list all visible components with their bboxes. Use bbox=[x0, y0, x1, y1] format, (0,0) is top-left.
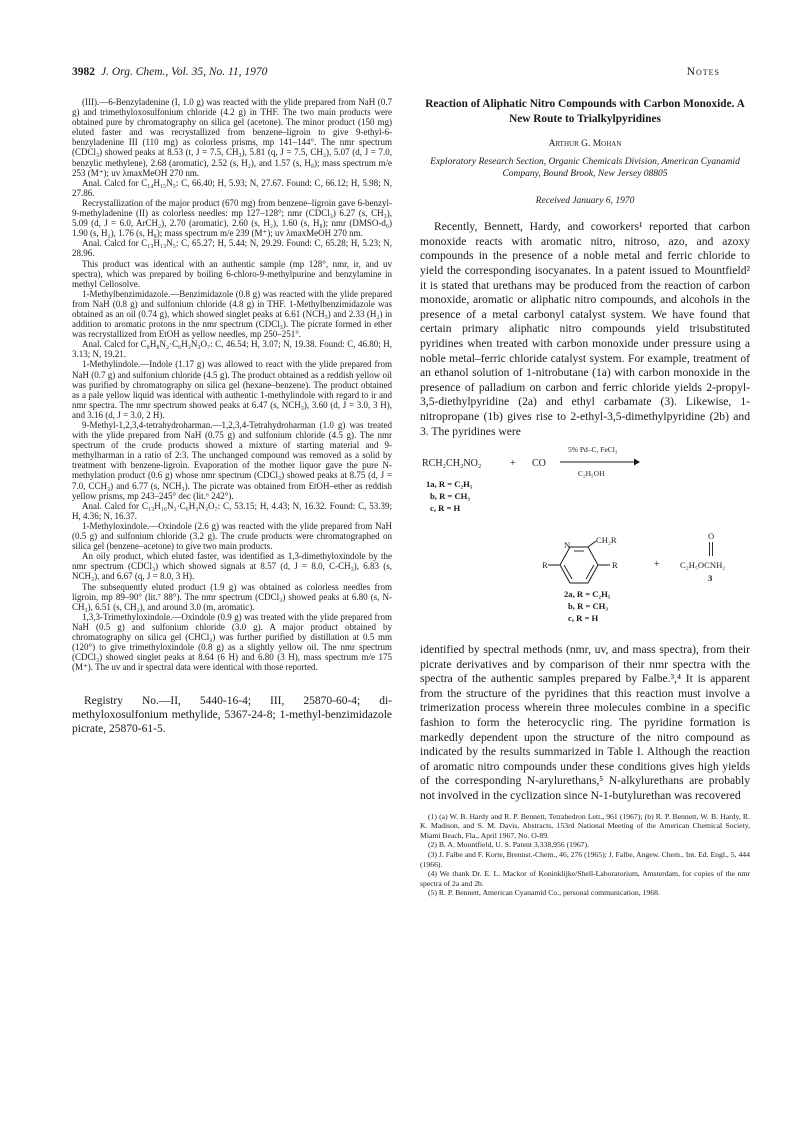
section-name: Notes bbox=[686, 66, 720, 78]
left-paragraph: Anal. Calcd for C₁₃H₁₃N₅: C, 65.27; H, 5.44; N, 29.29. Found: C, 65.28; H, 5.23; N, 28.96. bbox=[72, 238, 392, 259]
received-date: Received January 6, 1970 bbox=[535, 196, 635, 207]
left-paragraph: (III).—6-Benzyladenine (I, 1.0 g) was reacted with the ylide prepared from NaH (0.7 g) and trimethyloxosulfonium chloride (4.2 g) in THF. The two main products were obtained pure by chromatography on silica gel (acetone). The minor product (150 mg) eluted faster and was recrystallized from benzene–ligroin to give 9-ethyl-6-benzyladenine III (110 mg) as colorless prisms, mp 141–144°. The nmr spectrum (CDCl₃) showed peaks at 8.53 (t, J = 7.5, CH₃), 5.81 (q, J = 7.5, CH₂), 5.07 (d, J = 7.0, benzylic methylene), 2.68 (aromatic), 2.52 (s, H₂), and 1.57 (s, H₈); mass spectrum m/e 253 (M⁺); uv λmaxMeOH 270 nm. bbox=[72, 97, 392, 178]
label-2a: 2a, R = C₂H₅ bbox=[564, 589, 611, 600]
left-paragraph: This product was identical with an authentic sample (mp 128°, nmr, ir, and uv spectra), which was prepared by boiling 6-chloro-9-methylpurine and benzylamine in methyl Cellosolve. bbox=[72, 258, 392, 289]
label-2c: c, R = H bbox=[568, 613, 599, 624]
conditions-solvent: C₂H₅OH bbox=[578, 469, 605, 479]
registry-block bbox=[72, 694, 392, 736]
left-paragraphs bbox=[72, 97, 392, 672]
left-paragraph: Anal. Calcd for C₁₃H₁₆N₂·C₆H₃N₃O₇: C, 53.15; H, 4.43; N, 16.32. Found: C, 53.39; H, 4.36; N, 16.37. bbox=[72, 500, 392, 521]
label-1a: 1a, R = C₂H₅ bbox=[426, 479, 473, 490]
footnotes bbox=[420, 812, 750, 898]
registry-numbers: Registry No.—II, 5440-16-4; III, 25870-60-4; di-methyloxosulfonium methylide, 5367-24-8; 1-methyl-benzimidazole picrate, 25870-61-5. bbox=[72, 695, 392, 736]
footnote: (3) J. Falbe and F. Korte, Brennst.-Chem., 46, 276 (1965); J. Falbe, Angew. Chem., Int. Ed. Engl., 5, 444 (1966). bbox=[420, 850, 750, 869]
carbonyl-double-bond bbox=[707, 542, 715, 558]
page-header bbox=[72, 66, 720, 80]
label-3: 3 bbox=[708, 573, 713, 584]
ring-nitrogen: N bbox=[564, 540, 571, 551]
reaction-scheme bbox=[420, 445, 750, 635]
left-paragraph: 1,3,3-Trimethyloxindole.—Oxindole (0.9 g) was treated with the ylide prepared from NaH (0.5 g) and sulfonium chloride (3.0 g). A major product obtained by chromatography on silica gel (CHCl₃) was further purified by distillation at 0.5 mm (120°) to give trimethyloxindole (0.8 g) as a slightly yellow oil. The nmr spectrum (CDCl₃) showed singlet peaks at 8.64 (6 H) and 6.80 (3 H), mass spectrum m/e 175 (M⁺). The uv and ir spectral data were identical with those reported. bbox=[72, 611, 392, 673]
reactant-formula: RCH₂CH₂NO₂ bbox=[422, 458, 482, 470]
page-number: 3982 bbox=[72, 66, 95, 78]
left-paragraph: 1-Methyloxindole.—Oxindole (2.6 g) was reacted with the ylide prepared from NaH (0.5 g) and sulfonium chloride (3.2 g). The crude products were chromatographed on silica gel (benzene–acetone) to give two main products. bbox=[72, 520, 392, 552]
left-paragraph: An oily product, which eluted faster, was identified as 1,3-dimethyloxindole by the nmr spectrum (CDCl₃) which showed signals at 8.57 (d, J = 8.0, C-CH₃), 6.83 (s, NCH₃), and 6.67 (q, J = 8.0, 3 H). bbox=[72, 551, 392, 582]
article-affiliation: Exploratory Research Section, Organic Chemicals Division, American Cyanamid Company, Bound Brook, New Jersey 08805 bbox=[430, 157, 740, 179]
footnote: (5) R. P. Bennett, American Cyanamid Co., personal communication, 1968. bbox=[428, 888, 660, 898]
footnote: (1) (a) W. B. Hardy and R. P. Bennett, Tetrahedron Lett., 961 (1967); (b) R. P. Bennett, W. B. Hardy, R. K. Madison, and S. M. Davis, Abstracts, 153rd National Meeting of the American Chemical Society, Miami Beach, Fla., April 1967, No. O-89. bbox=[420, 811, 750, 840]
header-left bbox=[72, 66, 267, 78]
left-paragraph: Anal. Calcd for C₁₄H₁₅N₅: C, 66.40; H, 5.93; N, 27.67. Found: C, 66.12; H, 5.98; N, 27.86. bbox=[72, 177, 392, 198]
left-paragraph: The subsequently eluted product (1.9 g) was obtained as colorless needles from ligroin, mp 89–90° (lit.⁷ 88°). The nmr spectrum (CDCl₃) showed peaks at 6.80 (s, N-CH₃), 6.51 (s, CH₂), and around 3.0 (m, aromatic). bbox=[72, 581, 392, 612]
reaction-arrow bbox=[560, 457, 640, 467]
body-text-top bbox=[420, 220, 750, 439]
plus-sign: + bbox=[510, 458, 516, 470]
left-paragraph: Anal. Calcd for C₈H₈N₂·C₆H₃N₃O₇: C, 46.54; H, 3.07; N, 19.38. Found: C, 46.80; H, 3.13; N, 19.21. bbox=[72, 339, 392, 360]
ethyl-carbamate: C₂H₅OCNH₂ bbox=[680, 560, 726, 571]
intro-paragraph: Recently, Bennett, Hardy, and coworkers¹ reported that carbon monoxide reacts with aromatic nitro, nitroso, azo, and azoxy compounds in the presence of a noble metal and ferric chloride to yield the corresponding isocyanates. In a patent issued to Mountfield² it is stated that urethans may be produced from the reaction of carbon monoxide, aromatic or aliphatic nitro compounds, and alcohols in the presence of a metal carbonyl catalyst system. We have found that certain primary aliphatic nitro compounds yield trisubstituted pyridines when treated with carbon monoxide under pressure using a noble metal–ferric chloride catalyst system. For example, treatment of an ethanol solution of 1-nitrobutane (1a) with carbon monoxide in the presence of palladium on carbon and ferric chloride yields 2-propyl-3,5-diethylpyridine (2a) and ethyl carbamate (3). Likewise, 1-nitropropane (1b) gives rise to 2-ethyl-3,5-dimethylpyridine (2b) and 3. The pyridines were bbox=[420, 220, 750, 438]
article-title: Reaction of Aliphatic Nitro Compounds with Carbon Monoxide. A New Route to Trialkylpyridines bbox=[425, 98, 745, 125]
r-right-substituent: R bbox=[612, 560, 618, 571]
left-paragraph: Recrystallization of the major product (670 mg) from benzene–ligroin gave 6-benzyl-9-methyladenine (II) as colorless needles: mp 127–128°; nmr (CDCl₃) 6.27 (s, CH₃), 5.09 (d, J = 6.0, ArCH₂), 2.70 (aromatic), 2.60 (s, H₂), 1.60 (s, H₈); nmr (DMSO-d₆) 1.90 (s, H₂), 1.76 (s, H₈); mass spectrum m/e 239 (M⁺); uv λmaxMeOH 270 nm. bbox=[72, 197, 392, 239]
label-2b: b, R = CH₃ bbox=[568, 601, 608, 612]
label-1c: c, R = H bbox=[430, 503, 461, 514]
body-text-bottom bbox=[420, 643, 750, 804]
left-paragraph: 1-Methylindole.—Indole (1.17 g) was allowed to react with the ylide prepared from NaH (0.7 g) and sulfonium chloride (4.5 g). The product obtained as a reddish yellow oil was purified by chromatography on silica gel (hexane–benzene). The product obtained as a pale yellow liquid was identical with authentic 1-methylindole with regard to ir and nmr spectra. The nmr spectrum showed peaks at 6.47 (s, NCH₃), 3.60 (d, J = 3.0, 3 H), and 3.16 (d, J = 3.0, 2 H). bbox=[72, 359, 392, 420]
article-author: Arthur G. Mohan bbox=[548, 139, 622, 149]
conditions-catalyst: 5% Pd–C, FeCl₃ bbox=[568, 445, 618, 455]
footnote: (4) We thank Dr. E. L. Mackor of Koninklijke/Shell-Laboratorium, Amsterdam, for copies of the nmr spectra of 2a and 2b. bbox=[420, 869, 750, 888]
carbonyl-oxygen: O bbox=[708, 531, 715, 542]
footnote: (2) B. A. Mountfield, U. S. Patent 3,338,956 (1967). bbox=[428, 840, 590, 850]
r-left-substituent: R bbox=[542, 560, 548, 571]
label-1b: b, R = CH₃ bbox=[430, 491, 470, 502]
plus-sign-2: + bbox=[654, 559, 660, 571]
journal-citation: J. Org. Chem., Vol. 35, No. 11, 1970 bbox=[101, 66, 268, 78]
continuation-paragraph: identified by spectral methods (nmr, uv, and mass spectra), from their picrate derivatives and by comparison of their nmr spectra with the spectra of the authentic samples prepared by Falbe.³,⁴ It is apparent from the structure of the pyridines that this reaction must involve a trimerization process wherein three molecules combine in a specific fashion to form the heterocyclic ring. The pyridine formation is markedly dependent upon the structure of the nitro compound as indicated by the results summarized in Table I. Although the reaction of aromatic nitro compounds under these conditions gives high yields of the corresponding N-arylurethans,⁵ N-alkylurethans are probably not involved in the cyclization since N-1-butylurethan was recovered bbox=[420, 643, 750, 803]
right-column bbox=[420, 97, 750, 898]
co-reagent: CO bbox=[532, 458, 546, 470]
ch2r-substituent: CH₂R bbox=[596, 535, 617, 546]
left-column bbox=[72, 97, 392, 736]
left-paragraph: 9-Methyl-1,2,3,4-tetrahydroharman.—1,2,3,4-Tetrahydroharman (1.0 g) was treated with the ylide prepared from NaH (0.75 g) and sulfonium chloride (4.5 g). The nmr spectrum of the crude products showed a mixture of starting material and 9-methylharman in a ratio of 2:3. The unchanged compound was removed as a solid by treatment with benzene-ligroin. Evaporation of the mother liquor gave the pure N-methylation product (0.6 g) whose nmr spectrum (CDCl₃) showed peaks at 8.75 (d, J = 7.0, CCH₃) and 6.77 (s, NCH₃). The picrate was obtained from EtOH–ether as reddish yellow prisms, mp 243–245° dec (lit.⁶ 242°). bbox=[72, 420, 392, 501]
left-paragraph: 1-Methylbenzimidazole.—Benzimidazole (0.8 g) was reacted with the ylide prepared from NaH (0.8 g) and sulfonium chloride (4.8 g) in THF. 1-Methylbenzimidazole was obtained as an oil (0.74 g), which showed singlet peaks at 6.61 (NCH₃) and 2.33 (H₂) in addition to aromatic protons in the nmr spectrum (CDCl₃). The picrate formed in ether was recrystallized from EtOH as yellow needles, mp 250–251°. bbox=[72, 288, 392, 340]
